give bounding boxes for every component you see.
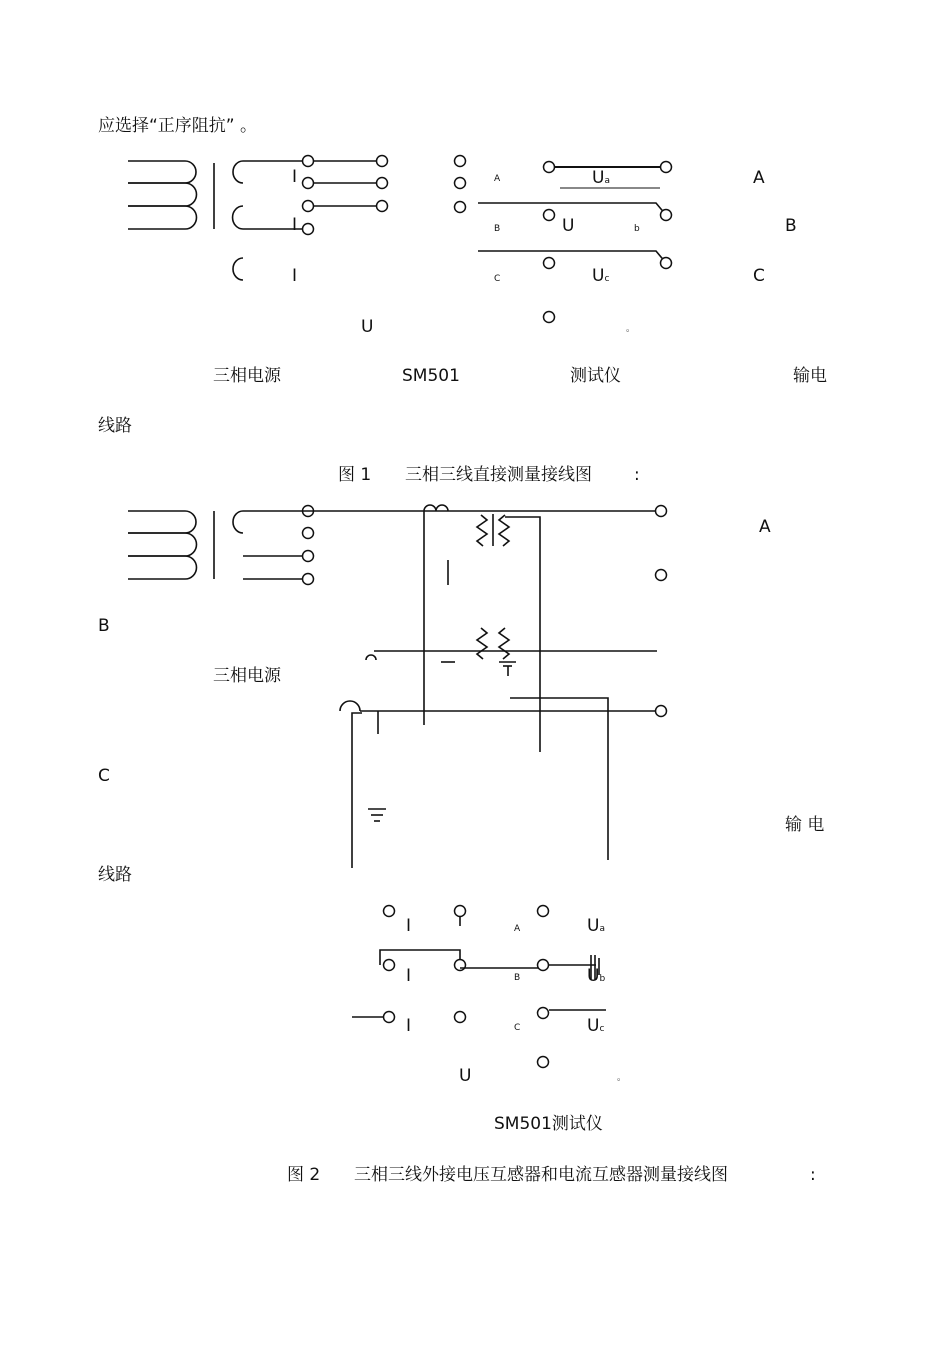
fig1-u0-sub: 。 bbox=[626, 324, 636, 334]
fig2-line-caption: 输 电 bbox=[785, 815, 825, 835]
fig1-terminal bbox=[377, 201, 388, 212]
fig1-current-label: I bbox=[292, 266, 298, 286]
fig1-terminal bbox=[377, 178, 388, 189]
fig1-phase-b-small: B bbox=[494, 224, 501, 234]
fig2-instrument-caption: SM501测试仪 bbox=[494, 1114, 603, 1134]
fig2-current-label: I bbox=[406, 916, 412, 936]
fig1-title-number: 图 1 bbox=[338, 465, 372, 485]
fig2-uc-label: Uc bbox=[587, 1016, 605, 1036]
fig2-current-label: I bbox=[406, 1016, 412, 1036]
fig1-terminal bbox=[303, 224, 314, 235]
fig1-tester-caption: 测试仪 bbox=[570, 366, 621, 386]
fig2-phase-c-small: C bbox=[514, 1023, 521, 1033]
fig2-label-b: B bbox=[98, 616, 110, 636]
fig1-ua-label: Ua bbox=[592, 168, 610, 188]
fig2-ub-label: Ub bbox=[587, 966, 606, 986]
fig2-ua-label: Ua bbox=[587, 916, 605, 936]
fig1-uc-label: Uc bbox=[592, 266, 610, 286]
fig1-source-coil-1 bbox=[128, 161, 196, 183]
fig1-phase-c-small: C bbox=[494, 274, 501, 284]
fig2-label-c: C bbox=[98, 766, 110, 786]
fig1-ub-sub: b bbox=[634, 224, 640, 234]
fig1-line-b: B bbox=[785, 216, 797, 236]
fig1-terminal bbox=[303, 201, 314, 212]
fig2-phase-a-small: A bbox=[514, 924, 521, 934]
fig1-instrument-caption: SM501 bbox=[402, 366, 460, 386]
fig1-terminal bbox=[303, 178, 314, 189]
fig1-source-coil-3 bbox=[128, 206, 197, 229]
fig2-title: 三相三线外接电压互感器和电流互感器测量接线图 bbox=[354, 1165, 728, 1185]
fig1-line-caption: 输电 bbox=[793, 366, 827, 386]
fig2-u0-sub: 。 bbox=[617, 1073, 627, 1083]
fig1-source-caption: 三相电源 bbox=[213, 366, 281, 386]
fig1-source-coil-2 bbox=[128, 183, 197, 206]
fig1-terminal bbox=[455, 202, 466, 213]
fig1-line-c: C bbox=[753, 266, 765, 286]
fig2-source-caption: 三相电源 bbox=[213, 666, 281, 686]
fig1-terminal bbox=[303, 156, 314, 167]
fig1-terminal bbox=[377, 156, 388, 167]
fig2-current-label: I bbox=[406, 966, 412, 986]
fig2-phase-b-small: B bbox=[514, 973, 521, 983]
fig1-title: 三相三线直接测量接线图 bbox=[405, 465, 592, 485]
fig1-right-coil-3 bbox=[233, 258, 243, 280]
fig2-u0-u: U bbox=[459, 1066, 472, 1086]
fig2-title-number: 图 2 bbox=[287, 1165, 321, 1185]
fig1-line-caption-2: 线路 bbox=[98, 416, 132, 436]
fig2-line-caption-2: 线路 bbox=[98, 865, 132, 885]
fig2-line-a: A bbox=[759, 517, 771, 537]
fig1-line-a: A bbox=[753, 168, 765, 188]
fig1-ub-u: U bbox=[562, 216, 575, 236]
fig1-terminal bbox=[455, 178, 466, 189]
fig1-current-label: I bbox=[292, 215, 298, 235]
fig1-u0-u: U bbox=[361, 317, 374, 337]
fig1-right-coil-2 bbox=[233, 206, 243, 229]
fig1-phase-a-small: A bbox=[494, 174, 501, 184]
intro-text: 应选择“正序阻抗” 。 bbox=[98, 116, 258, 136]
fig1-title-tail: : bbox=[634, 465, 640, 485]
fig1-right-coil-1 bbox=[233, 161, 243, 183]
fig1-current-label: I bbox=[292, 167, 298, 187]
fig2-title-tail: : bbox=[810, 1165, 816, 1185]
fig1-terminal bbox=[455, 156, 466, 167]
